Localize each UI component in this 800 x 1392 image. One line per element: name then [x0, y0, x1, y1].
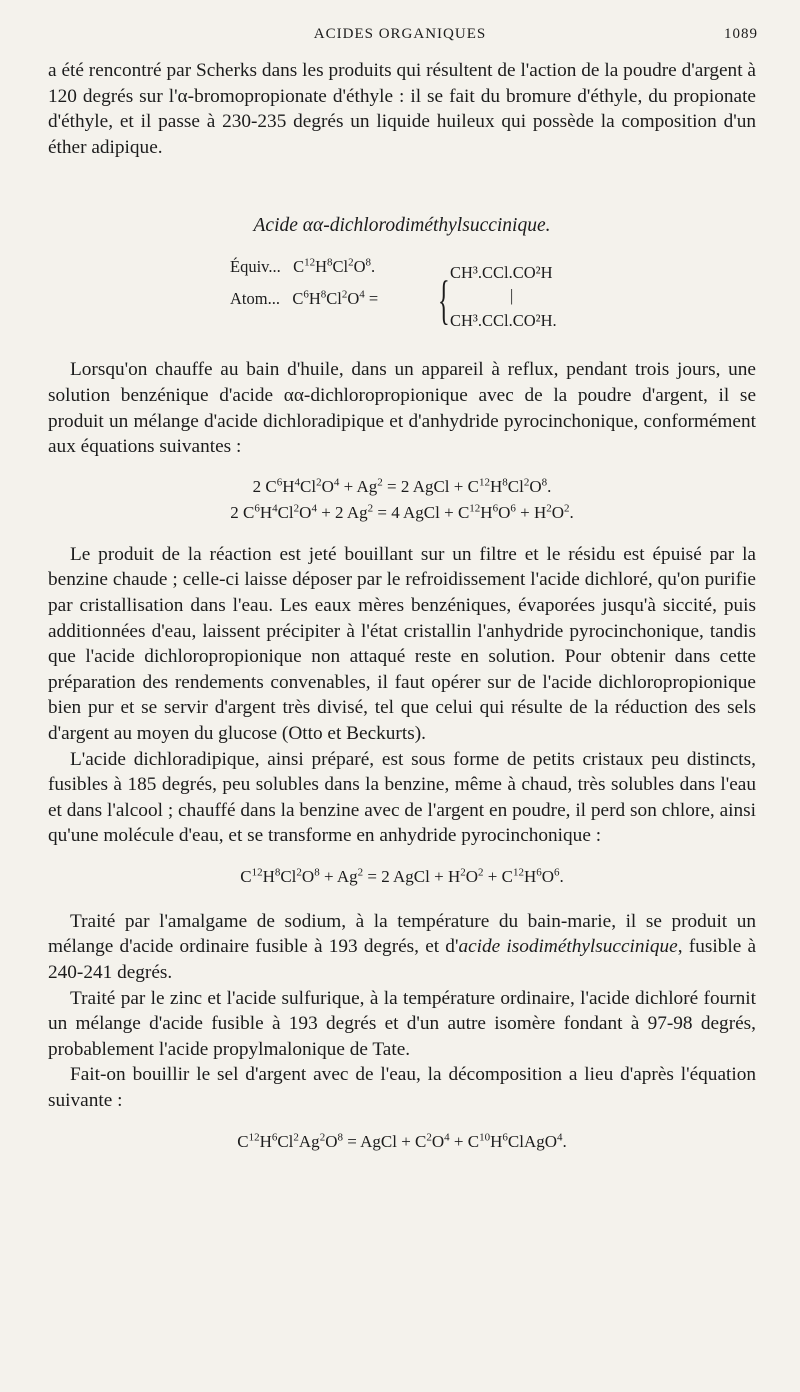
structure-bond: | [510, 286, 514, 306]
page-body [48, 58, 756, 1174]
paragraph-continuation: a été rencontré par Scherks dans les produits qui résultent de l'action de la poudre d'argent à 120 degrés sur l'α-bromopropionate d'éthyle : il se fait du bromure d'éthyle, du propionate d'éthyle, et il passe à 230-235 degrés un liquide huileux qui possède la composition d'un éther adipique. [48, 60, 756, 158]
section-heading: Acide αα-dichlorodiméthylsuccinique. [253, 215, 551, 237]
structure-bottom: CH³.CCl.CO²H. [450, 311, 557, 331]
atom-formula: Atom... $C^6H^8Cl^2O^4$ = [230, 288, 379, 309]
paragraph-silver-salt: Fait-on bouillir le sel d'argent avec de l'eau, la décomposition a lieu d'après l'équation suivante : [48, 1064, 756, 1112]
running-header [0, 26, 800, 48]
equation-3: $C^{12}H^8Cl^2O^8 + Ag^2 = 2$ AgCl + $H^2O^2 + C^{12}H^6O^6$. [240, 866, 564, 886]
paragraph-reaction: Lorsqu'on chauffe au bain d'huile, dans un appareil à reflux, pendant trois jours, une solution benzénique d'acide αα-dichloropropionique avec de la poudre d'argent, il se produit un mélange d'acide dichloradipique et d'anhydride pyrocinchonique, conformément aux équations suivantes : [48, 359, 756, 458]
isodimethylsuccinic-term: acide isodiméthylsuccinique [458, 936, 678, 958]
formula-block [48, 257, 756, 337]
page-number: 1089 [724, 26, 758, 42]
running-title: ACIDES ORGANIQUES [313, 26, 487, 42]
structure-top: CH³.CCl.CO²H [450, 263, 553, 283]
sodium-text-end: , fusible à 240-241 degrés. [48, 936, 757, 984]
equation-4: $C^{12}H^6Cl^2Ag^2O^8$ = AgCl + $C^2O^4$ + $C^{10}H^6ClAgO^4$. [237, 1130, 567, 1151]
paragraph-purification: Le produit de la réaction est jeté bouillant sur un filtre et le résidu est épuisé par la benzine chaude ; celle-ci laisse déposer par le refroidissement l'acide dichloré, qu'on purifie par cristallisation dans l'eau. Les eaux mères benzéniques, évaporées jusqu'à siccité, puis additionnées d'eau, laissent précipiter à l'état cristallin l'anhydride pyrocinchonique, tandis que l'acide dichloropropionique non attaqué reste en solution. Pour obtenir dans cette préparation des rendements convenables, il faut opérer sur de l'acide dichloropropionique bien pur et se servir d'argent très divisé, tel que celui qui résulte de la réduction des sels d'argent au moyen du glucose (Otto et Beckurts). [48, 543, 756, 744]
reaction-equations [48, 474, 756, 526]
paragraph-properties: L'acide dichloradipique, ainsi préparé, est sous forme de petits cristaux peu distincts, fusibles à 185 degrés, peu solubles dans la benzine, même à chaud, très solubles dans l'eau et dans l'alcool ; chauffé dans la benzine avec de l'argent en poudre, il perd son chlore, ainsi qu'une molécule d'eau, et se transforme en anhydride pyrocinchonique : [48, 748, 756, 847]
equiv-formula: Équiv... $C^{12}H^8Cl^2O^8$. [230, 256, 376, 277]
paragraph-sodium [48, 909, 756, 986]
sodium-text-start: Traité par l'amalgame de sodium, à la température du bain-marie, il se produit un mélange d'acide ordinaire fusible à 193 degrés, et d' [48, 910, 756, 958]
equation-1: 2 $C^6H^4Cl^2O^4 + Ag^2 = 2$ AgCl + $C^{12}H^8Cl^2O^8$. [252, 476, 552, 496]
paragraph-zinc: Traité par le zinc et l'acide sulfurique, à la température ordinaire, l'acide dichloré fournit un mélange d'acide fusible à 193 degrés et d'un autre isomère fondant à 97-98 degrés, probablement l'acide propylmalonique de Tate. [48, 987, 756, 1060]
equiv-label: Équiv... [230, 257, 281, 277]
curly-brace: { [438, 270, 450, 331]
atom-label: Atom... [230, 289, 280, 309]
equation-2: 2 $C^6H^4Cl^2O^4 + 2$ $Ag^2 = 4$ AgCl + $C^{12}H^6O^6 + H^2O^2$. [230, 502, 574, 522]
